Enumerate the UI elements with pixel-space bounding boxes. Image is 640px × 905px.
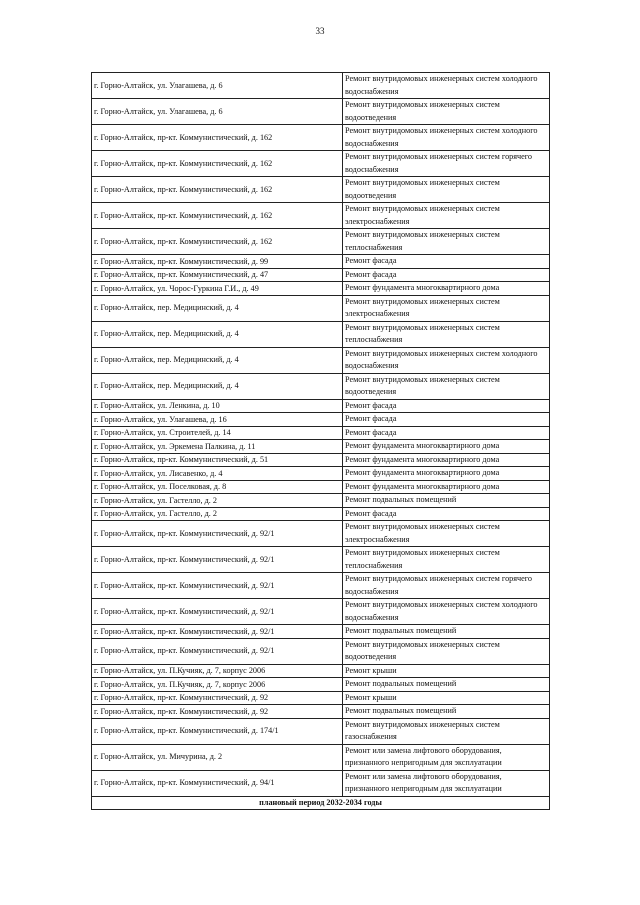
table-row: [92, 125, 550, 151]
work-type-cell: Ремонт или замена лифтового оборудования, признанного непригодным для эксплуатации: [343, 744, 550, 770]
work-type-cell: Ремонт внутридомовых инженерных систем электроснабжения: [343, 203, 550, 229]
table-row: [92, 480, 550, 494]
address-cell: г. Горно-Алтайск, ул. Ленкина, д. 10: [92, 399, 343, 413]
work-type-cell: Ремонт внутридомовых инженерных систем теплоснабжения: [343, 321, 550, 347]
work-type-cell: Ремонт фасада: [343, 426, 550, 440]
table-row: [92, 467, 550, 481]
table-row: [92, 573, 550, 599]
table-row: [92, 373, 550, 399]
address-cell: г. Горно-Алтайск, пр-кт. Коммунистический, д. 162: [92, 177, 343, 203]
work-type-cell: Ремонт фасада: [343, 413, 550, 427]
page-number: 33: [315, 26, 325, 36]
table-row: [92, 599, 550, 625]
table-row: [92, 413, 550, 427]
table-row: [92, 678, 550, 692]
period-row: [92, 796, 550, 809]
work-type-cell: Ремонт фундамента многоквартирного дома: [343, 440, 550, 454]
table-row: [92, 521, 550, 547]
work-type-cell: Ремонт внутридомовых инженерных систем теплоснабжения: [343, 547, 550, 573]
work-type-cell: Ремонт внутридомовых инженерных систем электроснабжения: [343, 521, 550, 547]
table-row: [92, 453, 550, 467]
address-cell: г. Горно-Алтайск, пр-кт. Коммунистический, д. 92/1: [92, 547, 343, 573]
work-type-cell: Ремонт крыши: [343, 664, 550, 678]
table-row: [92, 229, 550, 255]
work-type-cell: Ремонт внутридомовых инженерных систем электроснабжения: [343, 295, 550, 321]
table-row: [92, 770, 550, 796]
table-row: [92, 282, 550, 296]
work-type-cell: Ремонт фундамента многоквартирного дома: [343, 480, 550, 494]
work-type-cell: Ремонт внутридомовых инженерных систем водоотведения: [343, 638, 550, 664]
table-row: [92, 321, 550, 347]
work-type-cell: Ремонт подвальных помещений: [343, 678, 550, 692]
table-row: [92, 99, 550, 125]
work-type-cell: Ремонт внутридомовых инженерных систем холодного водоснабжения: [343, 347, 550, 373]
address-cell: г. Горно-Алтайск, пер. Медицинский, д. 4: [92, 347, 343, 373]
work-type-cell: Ремонт фасада: [343, 255, 550, 269]
work-type-cell: Ремонт фундамента многоквартирного дома: [343, 453, 550, 467]
table-row: [92, 151, 550, 177]
work-type-cell: Ремонт внутридомовых инженерных систем теплоснабжения: [343, 229, 550, 255]
period-heading: плановый период 2032-2034 годы: [92, 796, 550, 809]
work-type-cell: Ремонт внутридомовых инженерных систем холодного водоснабжения: [343, 599, 550, 625]
work-type-cell: Ремонт внутридомовых инженерных систем горячего водоснабжения: [343, 573, 550, 599]
table-row: [92, 255, 550, 269]
work-type-cell: Ремонт фасада: [343, 507, 550, 521]
work-type-cell: Ремонт подвальных помещений: [343, 494, 550, 508]
address-cell: г. Горно-Алтайск, ул. Поселковая, д. 8: [92, 480, 343, 494]
address-cell: г. Горно-Алтайск, пр-кт. Коммунистический, д. 162: [92, 151, 343, 177]
table-row: [92, 547, 550, 573]
address-cell: г. Горно-Алтайск, пр-кт. Коммунистический, д. 162: [92, 229, 343, 255]
address-cell: г. Горно-Алтайск, ул. Мичурина, д. 2: [92, 744, 343, 770]
work-type-cell: Ремонт подвальных помещений: [343, 705, 550, 719]
work-type-cell: Ремонт внутридомовых инженерных систем газоснабжения: [343, 718, 550, 744]
work-type-cell: Ремонт внутридомовых инженерных систем горячего водоснабжения: [343, 151, 550, 177]
address-cell: г. Горно-Алтайск, пр-кт. Коммунистический, д. 99: [92, 255, 343, 269]
table-row: [92, 347, 550, 373]
address-cell: г. Горно-Алтайск, ул. Лисавенко, д. 4: [92, 467, 343, 481]
work-type-cell: Ремонт фундамента многоквартирного дома: [343, 282, 550, 296]
repair-registry-table: [91, 72, 550, 810]
address-cell: г. Горно-Алтайск, ул. Гастелло, д. 2: [92, 494, 343, 508]
address-cell: г. Горно-Алтайск, пер. Медицинский, д. 4: [92, 295, 343, 321]
work-type-cell: Ремонт внутридомовых инженерных систем холодного водоснабжения: [343, 73, 550, 99]
address-cell: г. Горно-Алтайск, ул. Гастелло, д. 2: [92, 507, 343, 521]
table-row: [92, 494, 550, 508]
table-row: [92, 203, 550, 229]
work-type-cell: Ремонт подвальных помещений: [343, 625, 550, 639]
address-cell: г. Горно-Алтайск, ул. Улагашева, д. 6: [92, 99, 343, 125]
work-type-cell: Ремонт фасада: [343, 268, 550, 282]
table-row: [92, 744, 550, 770]
address-cell: г. Горно-Алтайск, пр-кт. Коммунистический, д. 92/1: [92, 521, 343, 547]
work-type-cell: Ремонт крыши: [343, 691, 550, 705]
address-cell: г. Горно-Алтайск, пр-кт. Коммунистический, д. 92/1: [92, 638, 343, 664]
address-cell: г. Горно-Алтайск, пр-кт. Коммунистический, д. 174/1: [92, 718, 343, 744]
table-row: [92, 426, 550, 440]
table-row: [92, 268, 550, 282]
address-cell: г. Горно-Алтайск, пр-кт. Коммунистический, д. 94/1: [92, 770, 343, 796]
address-cell: г. Горно-Алтайск, пр-кт. Коммунистический, д. 47: [92, 268, 343, 282]
table-row: [92, 177, 550, 203]
work-type-cell: Ремонт фасада: [343, 399, 550, 413]
table-row: [92, 625, 550, 639]
address-cell: г. Горно-Алтайск, пр-кт. Коммунистический, д. 92/1: [92, 599, 343, 625]
table-row: [92, 295, 550, 321]
table-row: [92, 73, 550, 99]
address-cell: г. Горно-Алтайск, ул. П.Кучияк, д. 7, корпус 2006: [92, 678, 343, 692]
address-cell: г. Горно-Алтайск, пр-кт. Коммунистический, д. 51: [92, 453, 343, 467]
table-row: [92, 507, 550, 521]
address-cell: г. Горно-Алтайск, пр-кт. Коммунистический, д. 162: [92, 203, 343, 229]
table-row: [92, 718, 550, 744]
address-cell: г. Горно-Алтайск, пр-кт. Коммунистический, д. 92/1: [92, 573, 343, 599]
work-type-cell: Ремонт внутридомовых инженерных систем водоотведения: [343, 99, 550, 125]
work-type-cell: Ремонт внутридомовых инженерных систем холодного водоснабжения: [343, 125, 550, 151]
work-type-cell: Ремонт внутридомовых инженерных систем водоотведения: [343, 373, 550, 399]
table-row: [92, 440, 550, 454]
registry-body: [92, 73, 550, 797]
address-cell: г. Горно-Алтайск, ул. Строителей, д. 14: [92, 426, 343, 440]
address-cell: г. Горно-Алтайск, пр-кт. Коммунистический, д. 92: [92, 691, 343, 705]
table-row: [92, 399, 550, 413]
table-row: [92, 705, 550, 719]
table-row: [92, 691, 550, 705]
table-row: [92, 638, 550, 664]
address-cell: г. Горно-Алтайск, ул. П.Кучияк, д. 7, корпус 2006: [92, 664, 343, 678]
address-cell: г. Горно-Алтайск, ул. Улагашева, д. 16: [92, 413, 343, 427]
work-type-cell: Ремонт фундамента многоквартирного дома: [343, 467, 550, 481]
address-cell: г. Горно-Алтайск, ул. Улагашева, д. 6: [92, 73, 343, 99]
work-type-cell: Ремонт или замена лифтового оборудования, признанного непригодным для эксплуатации: [343, 770, 550, 796]
work-type-cell: Ремонт внутридомовых инженерных систем водоотведения: [343, 177, 550, 203]
table-row: [92, 664, 550, 678]
address-cell: г. Горно-Алтайск, пр-кт. Коммунистический, д. 162: [92, 125, 343, 151]
address-cell: г. Горно-Алтайск, пр-кт. Коммунистический, д. 92: [92, 705, 343, 719]
address-cell: г. Горно-Алтайск, пер. Медицинский, д. 4: [92, 321, 343, 347]
address-cell: г. Горно-Алтайск, ул. Чорос-Гуркина Г.И., д. 49: [92, 282, 343, 296]
address-cell: г. Горно-Алтайск, пер. Медицинский, д. 4: [92, 373, 343, 399]
address-cell: г. Горно-Алтайск, ул. Эркемена Палкина, д. 11: [92, 440, 343, 454]
address-cell: г. Горно-Алтайск, пр-кт. Коммунистический, д. 92/1: [92, 625, 343, 639]
